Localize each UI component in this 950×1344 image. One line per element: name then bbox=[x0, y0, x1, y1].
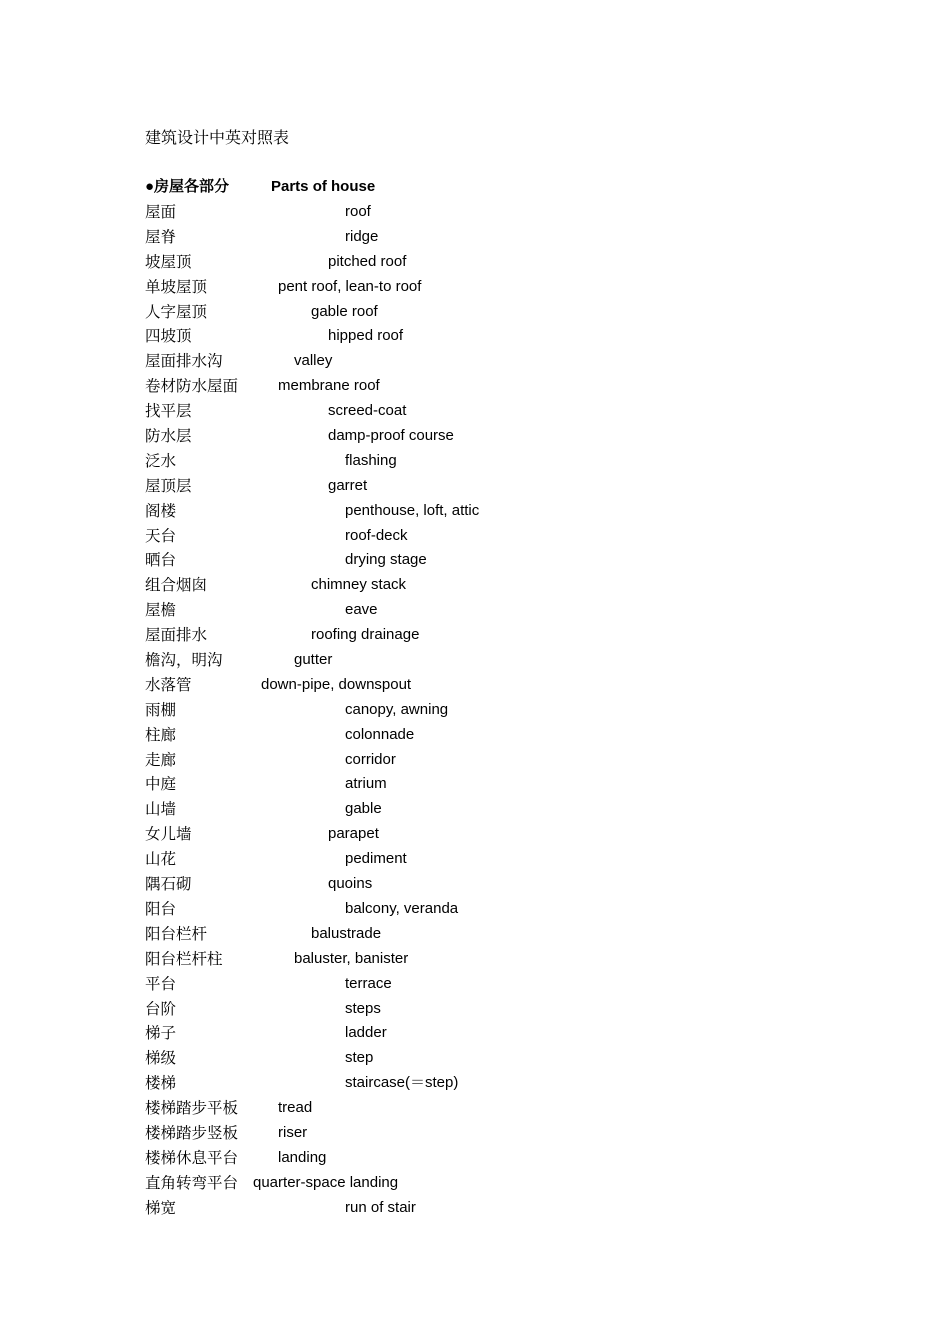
term-en: ladder bbox=[345, 1024, 387, 1042]
term-zh: 楼梯 bbox=[145, 1074, 177, 1093]
term-row bbox=[145, 750, 645, 775]
term-zh: 隅石砌 bbox=[145, 875, 192, 894]
term-row bbox=[145, 899, 645, 924]
term-en: balcony, veranda bbox=[345, 899, 459, 917]
term-en: colonnade bbox=[345, 725, 415, 743]
term-row bbox=[145, 625, 645, 650]
term-row bbox=[145, 401, 645, 426]
term-en: atrium bbox=[345, 775, 387, 793]
term-en: roofing drainage bbox=[311, 626, 420, 644]
term-zh: 屋面排水沟 bbox=[145, 352, 223, 371]
term-en: roof-deck bbox=[345, 526, 408, 544]
term-en: pediment bbox=[345, 850, 407, 868]
term-zh: 阳台栏杆 bbox=[145, 924, 208, 943]
term-row bbox=[145, 675, 645, 700]
term-zh: 单坡屋顶 bbox=[145, 277, 208, 296]
term-en: down-pipe, downspout bbox=[261, 675, 412, 693]
term-en: baluster, banister bbox=[294, 949, 409, 967]
term-row bbox=[145, 550, 645, 575]
term-en: drying stage bbox=[345, 551, 427, 569]
term-zh: 梯级 bbox=[145, 1049, 177, 1068]
term-en: run of stair bbox=[345, 1198, 416, 1216]
term-en: penthouse, loft, attic bbox=[345, 501, 480, 519]
term-en: pent roof, lean-to roof bbox=[278, 277, 422, 295]
term-zh: 山花 bbox=[145, 850, 177, 869]
term-zh: 阁楼 bbox=[145, 501, 177, 520]
term-zh: 屋面 bbox=[145, 203, 177, 221]
term-row bbox=[145, 1098, 645, 1123]
term-en: garret bbox=[328, 476, 368, 494]
term-zh: 防水层 bbox=[145, 427, 192, 446]
term-row bbox=[145, 476, 645, 501]
term-en: chimney stack bbox=[311, 576, 407, 594]
term-row bbox=[145, 202, 645, 227]
term-row bbox=[145, 326, 645, 351]
term-en: corridor bbox=[345, 750, 396, 768]
term-en: staircase(＝step) bbox=[345, 1074, 459, 1092]
term-zh: 梯宽 bbox=[145, 1198, 177, 1217]
section-title-zh: ●房屋各部分 bbox=[145, 178, 230, 195]
term-zh: 走廊 bbox=[145, 750, 177, 769]
term-en: gutter bbox=[294, 651, 333, 669]
term-en: landing bbox=[278, 1148, 327, 1166]
term-row bbox=[145, 526, 645, 551]
term-zh: 中庭 bbox=[145, 775, 177, 794]
term-row bbox=[145, 252, 645, 277]
term-row bbox=[145, 1073, 645, 1098]
term-en: tread bbox=[278, 1099, 313, 1117]
term-row bbox=[145, 376, 645, 401]
term-row bbox=[145, 1148, 645, 1173]
term-zh: 屋面排水 bbox=[145, 626, 208, 645]
term-row bbox=[145, 949, 645, 974]
term-row bbox=[145, 277, 645, 302]
term-row bbox=[145, 451, 645, 476]
term-zh: 檐沟，明沟 bbox=[145, 651, 223, 670]
term-zh: 雨棚 bbox=[145, 700, 177, 719]
term-en: valley bbox=[294, 352, 333, 370]
term-row bbox=[145, 1023, 645, 1048]
term-zh: 屋顶层 bbox=[145, 476, 192, 495]
term-en: terrace bbox=[345, 974, 392, 992]
term-en: parapet bbox=[328, 825, 379, 843]
term-row bbox=[145, 227, 645, 252]
term-zh: 楼梯踏步平板 bbox=[145, 1099, 239, 1118]
term-en: quoins bbox=[328, 875, 373, 893]
term-row bbox=[145, 302, 645, 327]
term-row bbox=[145, 774, 645, 799]
term-zh: 泛水 bbox=[145, 451, 177, 470]
term-row bbox=[145, 1123, 645, 1148]
term-row bbox=[145, 351, 645, 376]
term-row bbox=[145, 501, 645, 526]
term-row bbox=[145, 426, 645, 451]
term-zh: 女儿墙 bbox=[145, 825, 192, 844]
term-zh: 四坡顶 bbox=[145, 327, 192, 346]
term-en: pitched roof bbox=[328, 252, 407, 270]
term-en: damp-proof course bbox=[328, 427, 454, 445]
term-en: hipped roof bbox=[328, 327, 404, 345]
term-en: eave bbox=[345, 601, 378, 619]
term-zh: 水落管 bbox=[145, 675, 192, 694]
section-title-en: Parts of house bbox=[271, 178, 376, 195]
term-row bbox=[145, 600, 645, 625]
term-zh: 晒台 bbox=[145, 551, 177, 570]
term-row bbox=[145, 700, 645, 725]
term-en: quarter-space landing bbox=[253, 1173, 399, 1191]
term-row bbox=[145, 924, 645, 949]
term-row bbox=[145, 725, 645, 750]
term-row bbox=[145, 999, 645, 1024]
term-zh: 屋檐 bbox=[145, 601, 177, 620]
term-zh: 屋脊 bbox=[145, 227, 177, 246]
term-en: ridge bbox=[345, 227, 379, 245]
term-en: membrane roof bbox=[278, 377, 380, 395]
term-row bbox=[145, 1173, 645, 1198]
term-row bbox=[145, 650, 645, 675]
term-zh: 阳台栏杆柱 bbox=[145, 949, 223, 968]
term-row bbox=[145, 874, 645, 899]
term-row bbox=[145, 575, 645, 600]
term-row bbox=[145, 974, 645, 999]
term-row bbox=[145, 1048, 645, 1073]
term-zh: 平台 bbox=[145, 974, 177, 993]
term-row bbox=[145, 849, 645, 874]
term-row bbox=[145, 824, 645, 849]
term-zh: 柱廊 bbox=[145, 725, 177, 744]
term-zh: 直角转弯平台 bbox=[145, 1173, 239, 1192]
term-zh: 山墙 bbox=[145, 800, 177, 819]
term-zh: 梯子 bbox=[145, 1024, 177, 1043]
term-en: step bbox=[345, 1049, 374, 1067]
term-en: canopy, awning bbox=[345, 700, 449, 718]
term-zh: 楼梯休息平台 bbox=[145, 1148, 239, 1167]
term-en: gable bbox=[345, 800, 382, 818]
term-en: flashing bbox=[345, 451, 397, 469]
term-en: gable roof bbox=[311, 302, 378, 320]
term-zh: 卷材防水屋面 bbox=[145, 377, 239, 396]
term-en: screed-coat bbox=[328, 402, 407, 420]
term-zh: 找平层 bbox=[145, 402, 192, 421]
document-title: 建筑设计中英对照表 bbox=[145, 128, 290, 147]
term-en: roof bbox=[345, 203, 371, 220]
term-en: steps bbox=[345, 999, 381, 1017]
term-zh: 人字屋顶 bbox=[145, 302, 208, 321]
term-en: riser bbox=[278, 1123, 308, 1141]
term-en: balustrade bbox=[311, 924, 382, 942]
term-zh: 天台 bbox=[145, 526, 177, 545]
term-zh: 坡屋顶 bbox=[145, 252, 192, 271]
term-zh: 阳台 bbox=[145, 899, 177, 918]
term-row bbox=[145, 799, 645, 824]
term-list bbox=[145, 202, 645, 1223]
term-row bbox=[145, 1198, 645, 1223]
term-zh: 楼梯踏步竖板 bbox=[145, 1123, 239, 1142]
term-zh: 组合烟囱 bbox=[145, 576, 208, 595]
term-zh: 台阶 bbox=[145, 999, 177, 1018]
